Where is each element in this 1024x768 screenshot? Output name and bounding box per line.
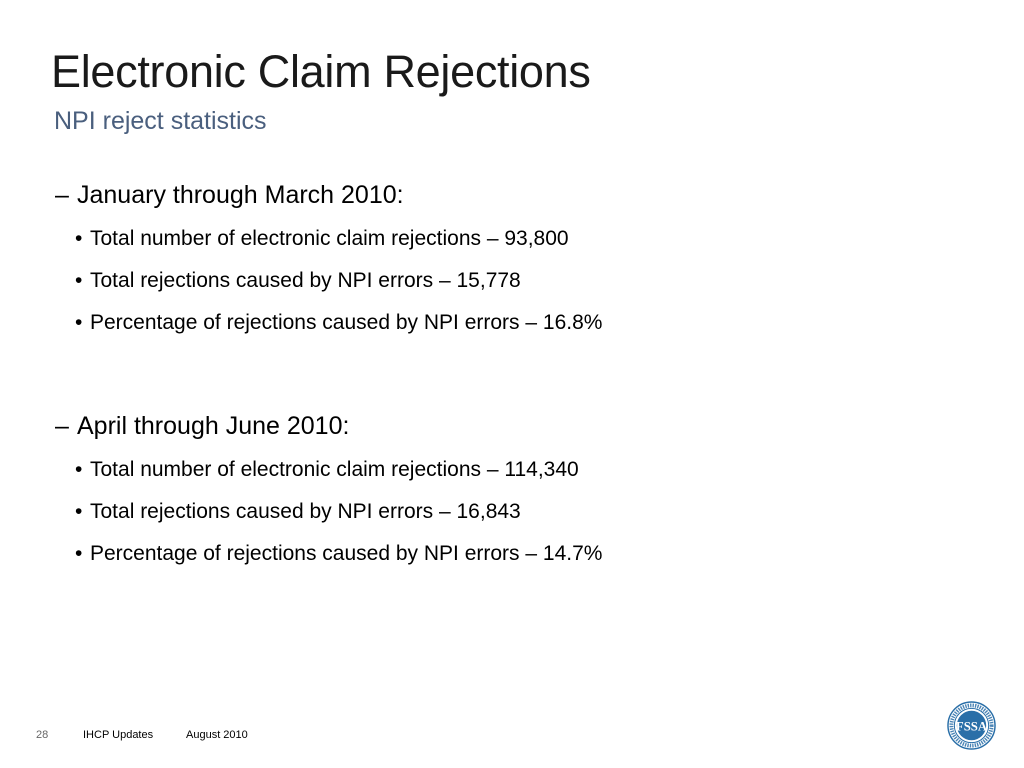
- section-heading: [55, 180, 602, 210]
- bullet-marker: •: [75, 542, 83, 565]
- list-item-text: Total rejections caused by NPI errors – 15,778: [90, 269, 521, 292]
- dash-marker: –: [55, 181, 69, 209]
- fssa-seal-icon: [947, 701, 996, 750]
- dash-marker: –: [55, 412, 69, 440]
- list-item-text: Percentage of rejections caused by NPI errors – 16.8%: [90, 311, 603, 334]
- section-apr-jun: [55, 411, 602, 567]
- bullet-marker: •: [75, 269, 83, 292]
- footer-date: August 2010: [186, 729, 248, 741]
- list-item-text: Total number of electronic claim rejections – 93,800: [90, 227, 569, 250]
- footer-title: IHCP Updates: [83, 729, 154, 741]
- list-item: [75, 499, 602, 525]
- slide-title: Electronic Claim Rejections: [51, 46, 591, 97]
- section-heading-text: April through June 2010:: [77, 412, 350, 440]
- list-item: [75, 541, 602, 567]
- section-heading-text: January through March 2010:: [77, 181, 404, 209]
- list-item-text: Total number of electronic claim rejections – 114,340: [90, 458, 579, 481]
- bullet-marker: •: [75, 500, 83, 523]
- section-jan-mar: [55, 180, 602, 336]
- list-item: [75, 226, 602, 252]
- bullet-list: [55, 226, 602, 336]
- bullet-marker: •: [75, 227, 83, 250]
- bullet-marker: •: [75, 458, 83, 481]
- list-item: [75, 457, 602, 483]
- list-item: [75, 310, 602, 336]
- list-item-text: Total rejections caused by NPI errors – 16,843: [90, 500, 521, 523]
- svg-text:FSSA: FSSA: [955, 719, 988, 734]
- page-number: 28: [36, 729, 49, 741]
- list-item-text: Percentage of rejections caused by NPI errors – 14.7%: [90, 542, 603, 565]
- bullet-list: [55, 457, 602, 567]
- bullet-marker: •: [75, 311, 83, 334]
- slide-subtitle: NPI reject statistics: [54, 107, 267, 135]
- section-heading: [55, 411, 602, 441]
- list-item: [75, 268, 602, 294]
